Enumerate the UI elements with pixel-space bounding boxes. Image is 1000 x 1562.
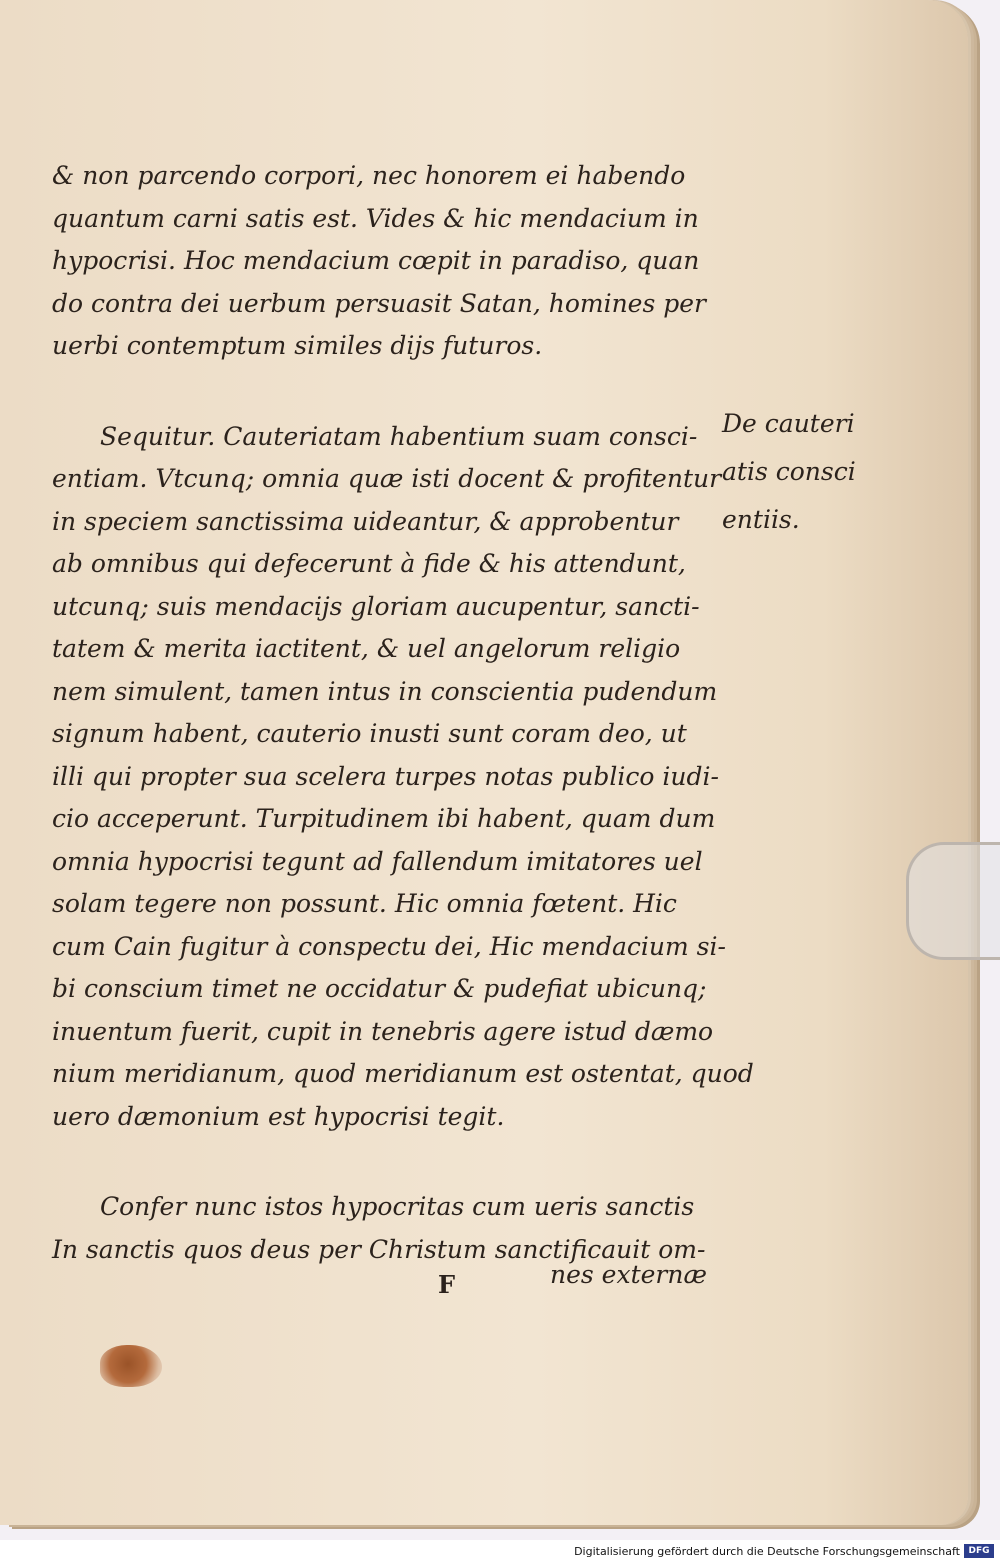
footer-bar bbox=[0, 1540, 1000, 1562]
page-clip bbox=[906, 842, 1000, 960]
text-line: & non parcendo corpori, nec honorem ei habendo bbox=[52, 161, 686, 190]
dfg-logo: DFG bbox=[964, 1544, 994, 1558]
marginal-note-line: atis consci bbox=[722, 457, 856, 486]
funding-credit: Digitalisierung gefördert durch die Deutsche Forschungsgemeinschaft bbox=[574, 1545, 960, 1558]
ink-stain bbox=[100, 1345, 162, 1387]
text-line: signum habent, cauterio inusti sunt coram deo, ut bbox=[52, 719, 687, 748]
text-line: hypocrisi. Hoc mendacium cœpit in paradiso, quan bbox=[52, 246, 700, 275]
paragraph-2 bbox=[52, 416, 754, 1139]
catchword: nes externæ bbox=[550, 1260, 707, 1289]
marginal-note bbox=[722, 400, 882, 544]
text-line: entiam. Vtcunq; omnia quæ isti docent & profitentur bbox=[52, 464, 722, 493]
marginal-note-line: De cauteri bbox=[722, 409, 855, 438]
text-line: tatem & merita iactitent, & uel angelorum religio bbox=[52, 634, 681, 663]
text-line: nium meridianum, quod meridianum est ostentat, quod bbox=[52, 1059, 754, 1088]
marginal-note-line: entiis. bbox=[722, 505, 800, 534]
text-line: quantum carni satis est. Vides & hic mendacium in bbox=[52, 203, 699, 233]
text-line: in speciem sanctissima uideantur, & approbentur bbox=[52, 506, 679, 536]
main-text-block bbox=[52, 155, 754, 1271]
text-line: bi conscium timet ne occidatur & pudefiat ubicunq; bbox=[52, 974, 707, 1003]
text-line: Sequitur. Cauteriatam habentium suam consci- bbox=[100, 421, 698, 451]
text-line: illi qui propter sua scelera turpes notas publico iudi- bbox=[52, 761, 719, 791]
text-line: inuentum fuerit, cupit in tenebris agere istud dæmo bbox=[52, 1016, 714, 1046]
text-line: In sanctis quos deus per Christum sanctificauit om- bbox=[52, 1234, 706, 1264]
paragraph-3 bbox=[52, 1186, 712, 1271]
text-line: cio acceperunt. Turpitudinem ibi habent, quam dum bbox=[52, 804, 716, 833]
text-line: cum Cain fugitur à conspectu dei, Hic mendacium si- bbox=[52, 931, 726, 961]
text-line: Confer nunc istos hypocritas cum ueris sanctis bbox=[100, 1192, 695, 1221]
text-line: uerbi contemptum similes dijs futuros. bbox=[52, 331, 543, 360]
text-line: uero dæmonium est hypocrisi tegit. bbox=[52, 1101, 505, 1131]
signature-mark: F bbox=[438, 1270, 456, 1299]
text-line: do contra dei uerbum persuasit Satan, homines per bbox=[52, 288, 707, 318]
text-line: omnia hypocrisi tegunt ad fallendum imitatores uel bbox=[52, 846, 703, 876]
text-line: ab omnibus qui defecerunt à fide & his attendunt, bbox=[52, 549, 686, 578]
text-line: nem simulent, tamen intus in conscientia pudendum bbox=[52, 676, 718, 706]
text-line: utcunq; suis mendacijs gloriam aucupentur, sancti- bbox=[52, 591, 700, 621]
text-line: solam tegere non possunt. Hic omnia fœtent. Hic bbox=[52, 889, 677, 918]
paragraph-1 bbox=[52, 155, 712, 368]
